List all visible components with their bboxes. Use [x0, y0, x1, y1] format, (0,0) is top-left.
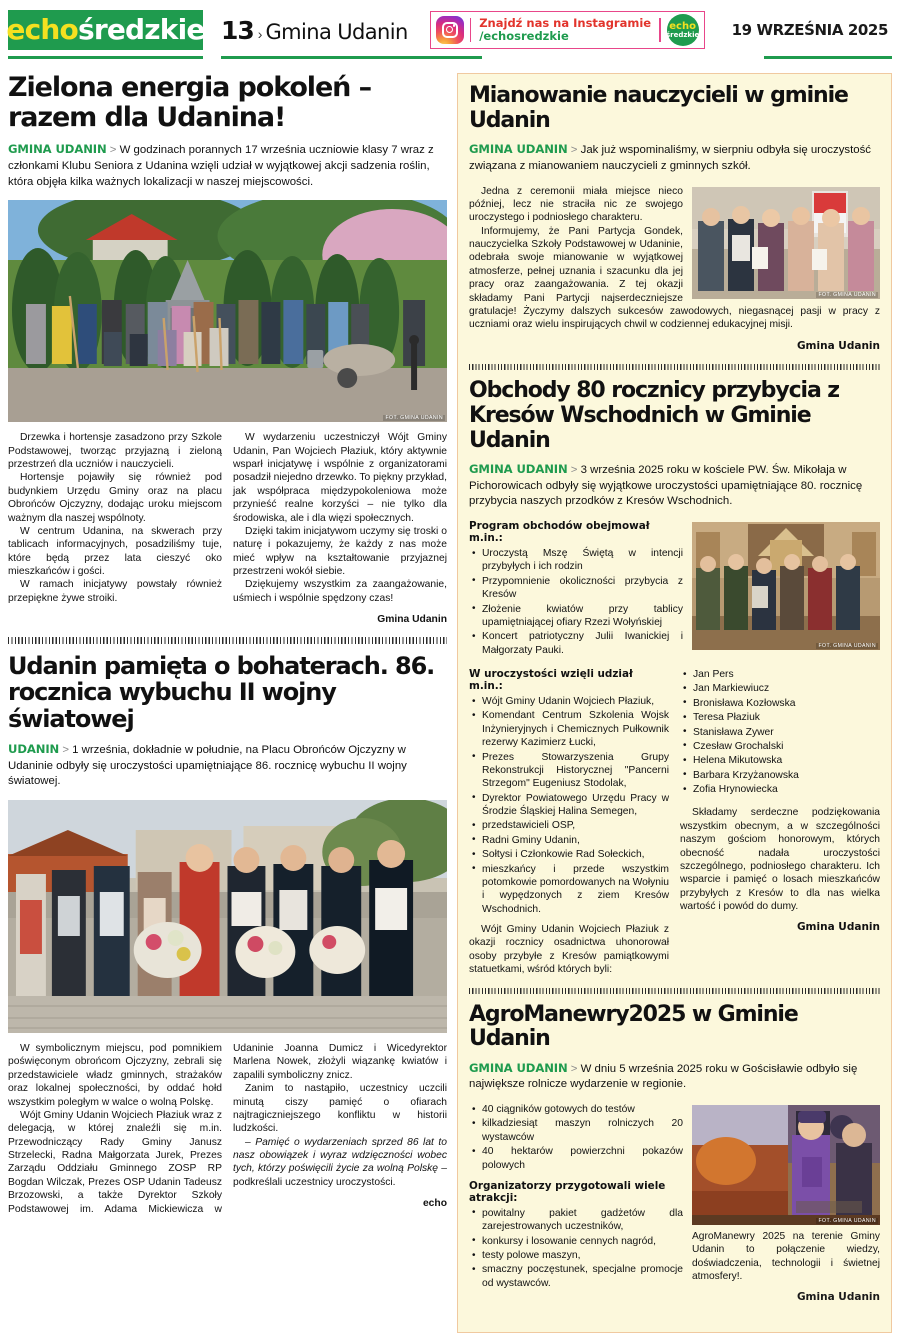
rule-middle: [221, 56, 482, 59]
list-item: • Przypomnienie okoliczności przybycia z Kresów: [482, 575, 880, 602]
article-obchody-kresy: [469, 379, 880, 976]
paragraph: Informujemy, że Pani Partycja Gondek, nauczycielka Szkoły Podstawowej w Udaninie, odebrała swoje mianowanie w wyjątkowej atmosferze, pełnej uznania i szacunku dla jej pracy oraz zaangażowania. Z tej okazji składamy Pani Partycji najserdeczniejsze gratulacje! Życzymy dalszych sukcesów zawodowych, niegasnącej pasji w pracy z uczniami oraz wielu inspirujących chwil w codziennej edukacyjnej misji.: [469, 225, 880, 331]
paragraph: Zanim to nastąpiło, uczestnicy uczcili minutą ciszy pamięć o ofiarach najtragiczniejszego konfliktu w historii ludzkości.: [233, 1083, 447, 1135]
honoured-intro-text: [469, 923, 669, 977]
paragraph: W symbolicznym miejscu, pod pomnikiem poświęconym obrońcom Ojczyzny, zebrali się przedstawiciele władz gminnych, strażaków oraz lokalnej społeczności, by oddać hołd wszystkim poległym w walce o wolną Polskę.: [8, 1043, 222, 1108]
list-item: • Wójt Gminy Udanin Wojciech Płaziuk,: [482, 695, 669, 708]
article-agromanewry: [469, 1003, 880, 1320]
article-signoff: Gmina Udanin: [796, 921, 880, 934]
photo-illustration: [8, 200, 447, 422]
chevron-right-icon: ›: [257, 25, 263, 42]
list-item: • 40 ciągników gotowych do testów: [482, 1103, 880, 1116]
paragraph: W wydarzeniu uczestniczył Wójt Gminy Udanin, Pan Wojciech Płaziuk, który aktywnie wsparł inicjatywę i wspólnie z organizatorami posadził niejedno drzewko. To piękny przykład, jak współpraca międzypokoleniowa może przynieść realne korzyści – nie tylko dla środowiska, ale i dla więzi społecznych.: [233, 432, 447, 524]
masthead-rules: [8, 55, 892, 59]
list-item: • Bronisława Kozłowska: [693, 697, 880, 710]
paragraph: Jedna z ceremonii miała miejsce nieco później, lecz nie straciła nic ze swojego uroczystego i podniosłego charakteru.: [469, 185, 683, 224]
lead-text: 3 września 2025 roku w kościele PW. Św. Mikołaja w Pichorowicach odbyły się wyjątkowe uroczystości upamiętniające 80. rocznicę przybycia naszych przodków z Kresów Wschodnich.: [469, 464, 863, 508]
lead-text: 1 września, dokładnie w południe, na Placu Obrońców Ojczyzny w Udaninie odbyły się uroczystości upamiętniające 86. rocznicę wybuchu II wojny światowej.: [8, 744, 407, 788]
article-headline: Mianowanie nauczycieli w gminie Udanin: [469, 83, 848, 133]
echo-sredzkie-logo[interactable]: [8, 10, 203, 50]
list-item: • konkursy i losowanie cennych nagród,: [482, 1235, 880, 1248]
paragraph: Dzięki takim inicjatywom uczymy się troski o naturę i pokazujemy, że każdy z nas może mieć wpływ na kształtowanie przyjaznej przestrzeni wokół siebie.: [233, 525, 447, 578]
article-body: [469, 1103, 880, 1320]
page-number: 13: [221, 15, 254, 45]
list-item: • Stanisława Zywer: [693, 726, 880, 739]
instagram-line2: /echosredzkie: [479, 29, 569, 43]
paragraph: W centrum Udanina, na skwerach przy tablicach informacyjnych, posadziliśmy tuje, które będą przez lata cieszyć oko mieszkańców i gości.: [8, 525, 222, 578]
article-kicker: GMINA UDANIN: [8, 142, 107, 157]
newspaper-page: [0, 8, 900, 1304]
kicker-arrow-icon: >: [109, 144, 117, 157]
paragraph: Wójt Gminy Udanin Wojciech Płaziuk wraz z delegacją, w której znaleźli się m.in. Przewodniczący Rady Gminy Janusz Strzelecki, Radna Małgorzata Jurek, Prezes Zarządu Oddziału Gminnego ZOSP RP Bogdan Wilczak, Prezes OSP Udanin Tadeusz Brzozowski, a także Dyrektor Szkoły Podstawowej im. Adama Mickiewicza w Udaninie Joanna Dumicz i Wicedyrektor Marlena Nowek, złożyli wiązankę kwiatów i zapalili symboliczny znicz.: [8, 1043, 447, 1215]
article-kicker: GMINA UDANIN: [469, 142, 568, 157]
program-heading: Program obchodów obejmował m.in.:: [469, 520, 650, 545]
article-lead: [8, 142, 447, 190]
article-body: [469, 185, 880, 354]
paragraph: Hortensje pojawiły się również pod budynkiem Urzędu Gminy oraz na placu Obrońców Ojczyzny, dodając uroku miejscom ważnym dla naszej wspólnoty.: [8, 472, 222, 524]
lead-text: Jak już wspominaliśmy, w sierpniu odbyła się uroczystość związana z mianowaniem nauczycieli z gminnych szkół.: [469, 144, 871, 172]
list-item: • Jan Pers: [693, 668, 880, 681]
paragraph: Drzewka i hortensje zasadzono przy Szkole Podstawowej, tworząc przyjazną i zieloną przestrzeń dla uczniów i nauczycieli.: [8, 432, 222, 471]
article-kicker: GMINA UDANIN: [469, 1060, 568, 1075]
right-column: [457, 73, 892, 1333]
section-divider: [469, 988, 880, 994]
list-item: • Radni Gminy Udanin,: [482, 834, 669, 847]
guests-block: [469, 668, 669, 977]
list-item: • Teresa Płaziuk: [693, 711, 880, 724]
logo-echo-text: echo: [6, 13, 78, 46]
breadcrumb: [221, 16, 408, 45]
guests-list: [469, 695, 669, 916]
list-item: • Dyrektor Powiatowego Urzędu Pracy w Środzie Śląskiej Halina Semegen,: [482, 792, 669, 819]
quote-text: – Pamięć o wydarzeniach sprzed 86 lat to nasz obowiązek i wyraz wdzięczności wobec tych, którzy poświęcili życie za wolną Polskę –: [233, 1136, 447, 1175]
rule-left: [8, 56, 203, 59]
echo-badge-line2: średzkie: [665, 30, 700, 39]
list-item: • kilkadziesiąt maszyn rolniczych 20 wystawców: [482, 1117, 880, 1144]
honoured-names-list: [680, 668, 880, 796]
article-lead: [469, 462, 880, 510]
kicker-arrow-icon: >: [570, 144, 578, 157]
paragraph: Składamy serdeczne podziękowania wszystkim obecnym, a w szczególności naszym gościom honorowym, których obecność nadała uroczystości szczególnego, podniosłego charakteru. Ich wsparcie i pamięć o losach mieszkańców przybyłych z Kresów to dla nas wielka wartość i powód do dumy.: [680, 807, 880, 913]
guests-heading: W uroczystości wzięli udział m.in.:: [469, 668, 633, 693]
section-divider: [8, 637, 447, 644]
article-photo-ceremony: [8, 800, 447, 1033]
paragraph-quote: [233, 1136, 447, 1190]
attractions-list: [469, 1207, 880, 1290]
list-item: • przedstawicieli OSP,: [482, 819, 669, 832]
section-divider: [469, 364, 880, 370]
article-lead: [469, 1061, 880, 1093]
list-item: • testy polowe maszyn,: [482, 1249, 880, 1262]
closing-text: [680, 806, 880, 935]
divider: [470, 18, 472, 42]
left-column: [8, 73, 457, 1216]
honoured-names-block: [680, 668, 880, 977]
paragraph: W ramach inicjatywy powstały również przepiękne żywe stroiki.: [8, 579, 222, 604]
echo-badge-line1: echo: [669, 20, 696, 32]
article-kicker: UDANIN: [8, 742, 60, 757]
list-item: • smaczny poczęstunek, specjalne promocje od wystawców.: [482, 1263, 880, 1290]
divider: [659, 18, 661, 42]
rule-right: [764, 56, 892, 59]
list-item: • Czesław Grochalski: [693, 740, 880, 753]
lead-text: W dniu 5 września 2025 roku w Gościsławie odbyło się największe rolnicze wydarzenie w regionie.: [469, 1062, 858, 1091]
article-mianowanie-nauczycieli: [469, 84, 880, 353]
list-item: • powitalny pakiet gadżetów dla zarejestrowanych uczestników,: [482, 1207, 880, 1234]
section-title: Gmina Udanin: [265, 19, 408, 44]
list-item: • Barbara Krzyżanowska: [693, 769, 880, 782]
attractions-heading: Organizatorzy przygotowali wiele atrakcji:: [469, 1179, 666, 1204]
quote-attribution: podkreślali uczestnicy uroczystości.: [233, 1176, 396, 1188]
list-item: • Sołtysi i Członkowie Rad Sołeckich,: [482, 848, 669, 861]
article-program-block: [469, 520, 880, 664]
list-item: • mieszkańcy i przede wszystkim potomkowie pomordowanych na Wołyniu i wypędzonych z ziem Kresów Wschodnich.: [482, 863, 669, 917]
article-headline: AgroManewry2025 w Gminie Udanin: [469, 1001, 798, 1052]
list-item: • Koncert patriotyczny Julii Iwanickiej i Małgorzaty Pauki.: [482, 630, 880, 657]
guests-and-honoured: [469, 668, 880, 977]
photo-illustration: [692, 187, 880, 299]
program-list: [469, 547, 880, 657]
article-body: [8, 1042, 447, 1216]
article-headline: Obchody 80 rocznicy przybycia z Kresów Wschodnich w Gminie Udanin: [469, 378, 839, 453]
list-item: • Prezes Stowarzyszenia Grupy Rekonstrukcji Historycznej "Pancerni Strzegom" Eugeniusz Stodolak,: [482, 751, 669, 791]
article-zielona-energia: [8, 73, 447, 627]
photo-credit: FOT. GMINA UDANIN: [818, 1218, 876, 1225]
list-item: • Zofia Hrynowiecka: [693, 783, 880, 796]
issue-date: 19 WRZEŚNIA 2025: [731, 21, 888, 39]
article-photo-teachers: [692, 187, 880, 299]
lead-text: W godzinach porannych 17 września uczniowie klasy 7 wraz z członkami Klubu Seniora z Udanina wzięli udział w wyjątkowej akcji sadzenia roślin, która objęła kilka ważnych lokalizacji w naszej miejscowości.: [8, 144, 434, 188]
article-body: [8, 431, 447, 626]
logo-sredzkie-text: średzkie: [77, 13, 205, 46]
article-kicker: GMINA UDANIN: [469, 462, 568, 477]
article-headline: Udanin pamięta o bohaterach. 86. rocznica wybuchu II wojny światowej: [8, 651, 435, 734]
instagram-promo-text: [477, 17, 653, 43]
article-lead: [469, 142, 880, 174]
list-item: • 40 hektarów powierzchni pokazów polowych: [482, 1145, 880, 1172]
article-signoff: Gmina Udanin: [796, 339, 880, 352]
article-signoff: Gmina Udanin: [796, 1291, 880, 1304]
list-item: • Złożenie kwiatów przy tablicy upamiętniającej ofiary Rzezi Wołyńskiej: [482, 603, 880, 630]
kicker-arrow-icon: >: [570, 464, 578, 477]
page-columns: [8, 73, 892, 1333]
photo-credit: FOT. GMINA UDANIN: [385, 415, 443, 422]
facts-list: [469, 1103, 880, 1172]
instagram-promo-box[interactable]: [430, 11, 705, 49]
list-item: • Komendant Centrum Szkolenia Wojsk Inżynieryjnych i Chemicznych Pułkownik rezerwy Kazimierz Łucki,: [482, 709, 669, 749]
kicker-arrow-icon: >: [570, 1062, 578, 1075]
article-photo-planting: [8, 200, 447, 422]
list-item: • Helena Mikutowska: [693, 754, 880, 767]
kicker-arrow-icon: >: [62, 744, 69, 757]
article-lead: [8, 742, 447, 790]
photo-credit: FOT. GMINA UDANIN: [818, 291, 876, 298]
paragraph: Dziękujemy wszystkim za zaangażowanie, uśmiech i wspólnie spędzony czas!: [233, 579, 447, 604]
photo-caption: AgroManewry 2025 na terenie Gminy Udanin to połączenie wiedzy, doświadczenia, technologii i świetnej atmosfery!.: [692, 1231, 880, 1282]
photo-credit: FOT. GMINA UDANIN: [818, 643, 876, 650]
list-item: • Uroczystą Mszę Świętą w intencji przybyłych i ich rodzin: [482, 547, 880, 574]
instagram-icon: [436, 16, 464, 44]
article-headline: Zielona energia pokoleń – razem dla Udanina!: [8, 72, 371, 134]
list-item: • Jan Markiewiucz: [693, 682, 880, 695]
echo-badge: [667, 14, 699, 46]
article-signoff: echo: [422, 1198, 447, 1210]
masthead: [8, 8, 892, 52]
photo-illustration: [8, 800, 447, 1033]
article-signoff: Gmina Udanin: [377, 614, 447, 626]
article-udanin-pamieta: [8, 653, 447, 1216]
paragraph: Wójt Gminy Udanin Wojciech Płaziuk z okazji rocznicy osadnictwa uhonorował osoby przybyłe z Kresów pamiątkowymi statuetkami, wśród których byli:: [469, 924, 669, 976]
instagram-line1: Znajdź nas na Instagramie: [479, 16, 652, 31]
